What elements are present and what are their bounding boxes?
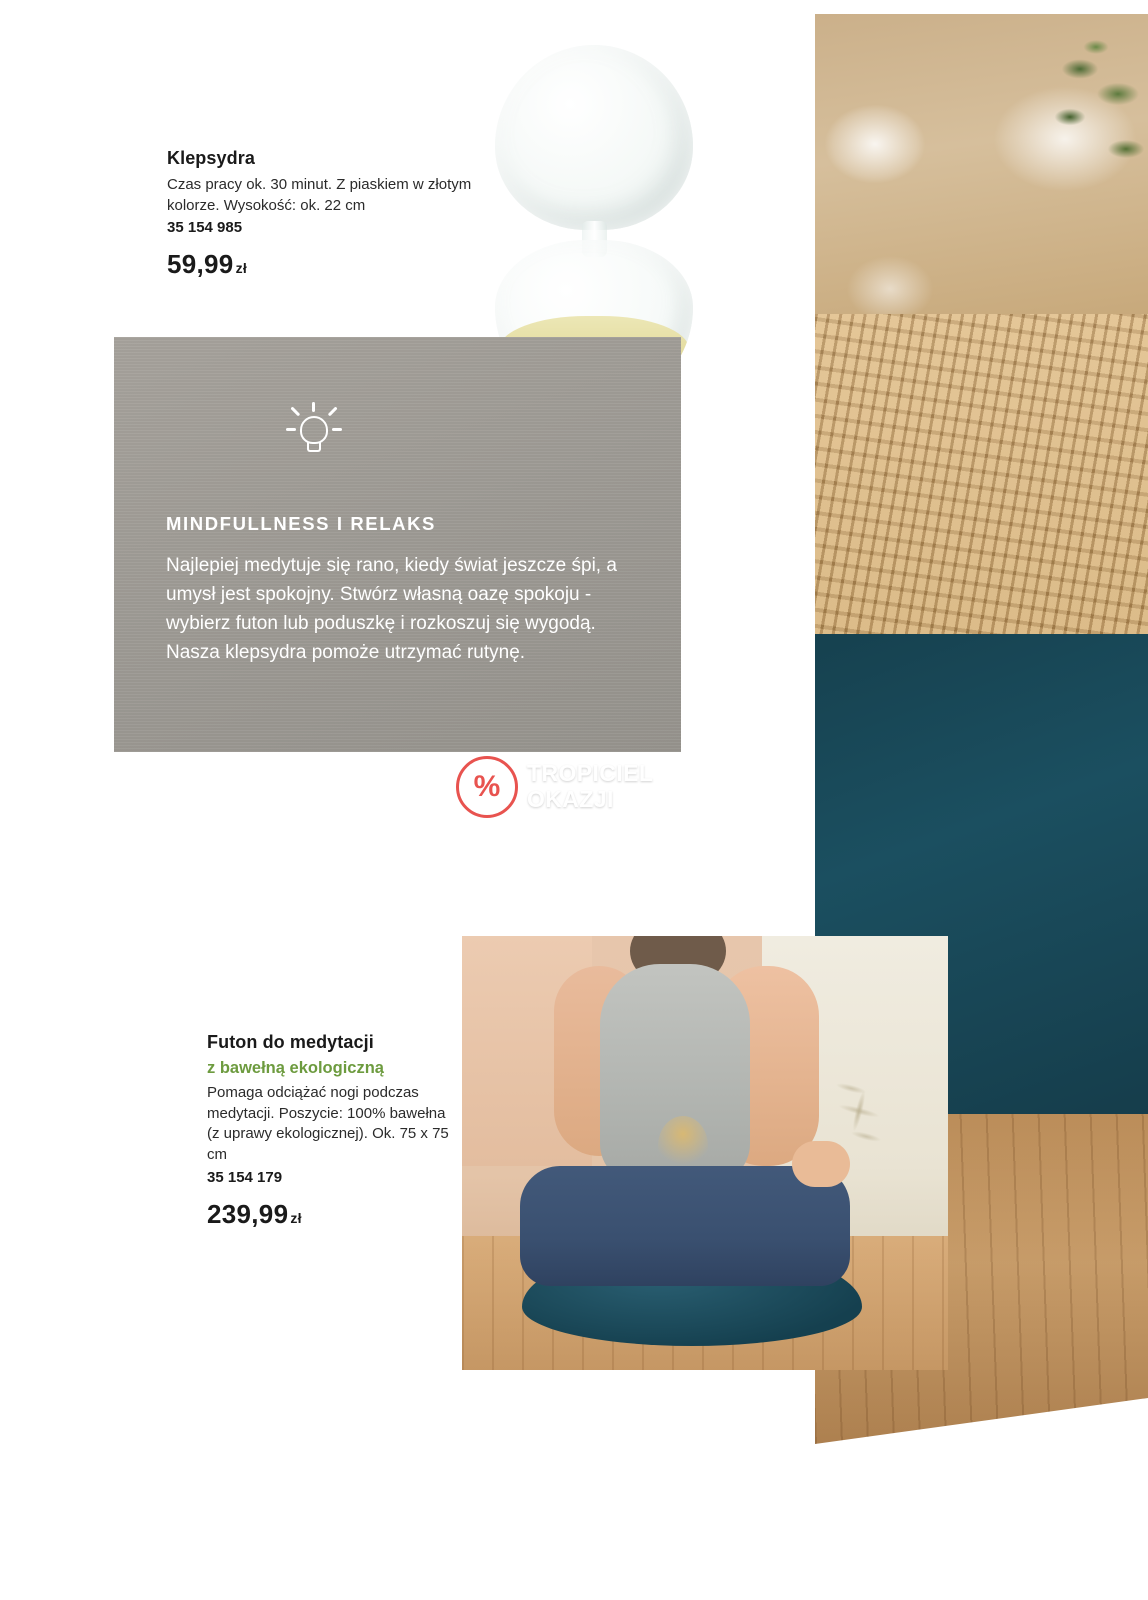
- lightbulb-ray: [291, 406, 301, 416]
- product-price-value: 59,99: [167, 249, 234, 280]
- watermark-line-1: TROPICIEL: [527, 760, 654, 787]
- percent-badge-icon: %: [456, 756, 518, 818]
- hourglass-top-bulb: [495, 45, 693, 230]
- lightbulb-glass: [300, 416, 328, 444]
- product-code: 35 154 179: [207, 1168, 283, 1186]
- lightbulb-icon: [280, 400, 348, 470]
- product-price: [207, 1199, 462, 1230]
- product-subtitle-eco: z bawełną ekologiczną: [207, 1059, 384, 1077]
- lightbulb-ray: [312, 402, 315, 412]
- product-description: Czas pracy ok. 30 minut. Z piaskiem w złotym kolorze. Wysokość: ok. 22 cm: [167, 176, 472, 214]
- watermark-text: [527, 761, 653, 813]
- person-hand: [792, 1141, 850, 1187]
- photo-corner-notch: [815, 1398, 1148, 1444]
- rattan-table-photo-area: [815, 14, 1148, 654]
- lightbulb-base: [307, 442, 321, 452]
- lightbulb-ray: [286, 428, 296, 431]
- product-block-hourglass: [167, 148, 507, 280]
- rattan-weave-texture: [815, 314, 1148, 644]
- product-title: Futon do medytacji: [207, 1032, 374, 1052]
- product-price-currency: zł: [235, 260, 248, 277]
- product-title: Klepsydra: [167, 148, 255, 168]
- mindfulness-tip-panel: [114, 337, 681, 752]
- product-block-futon: [207, 1032, 462, 1230]
- lightbulb-ray: [332, 428, 342, 431]
- futon-product-photo: [462, 936, 948, 1370]
- product-description: Pomaga odciążać nogi podczas medytacji. Poszycie: 100% bawełna (z uprawy ekologicznej). Ok. 75 x 75 cm: [207, 1084, 449, 1164]
- product-price-value: 239,99: [207, 1198, 289, 1229]
- plant-leaves-decor: [1040, 39, 1148, 189]
- product-price: [167, 249, 507, 280]
- tip-panel-body: Najlepiej medytuje się rano, kiedy świat jeszcze śpi, a umysł jest spokojny. Stwórz własną oazę spokoju - wybierz futon lub poduszkę i rozkoszuj się wygodą. Nasza klepsydra pomoże utrzymać rutynę.: [166, 555, 617, 663]
- product-price-currency: zł: [290, 1209, 302, 1226]
- person-legs-crossed: [520, 1166, 850, 1286]
- product-code: 35 154 985: [167, 219, 243, 237]
- watermark-tropiciel-okazji: [446, 752, 689, 822]
- lightbulb-ray: [328, 406, 338, 416]
- tip-panel-heading: MINDFULLNESS I RELAKS: [166, 513, 436, 534]
- watermark-line-2: OKAZJI: [527, 786, 614, 812]
